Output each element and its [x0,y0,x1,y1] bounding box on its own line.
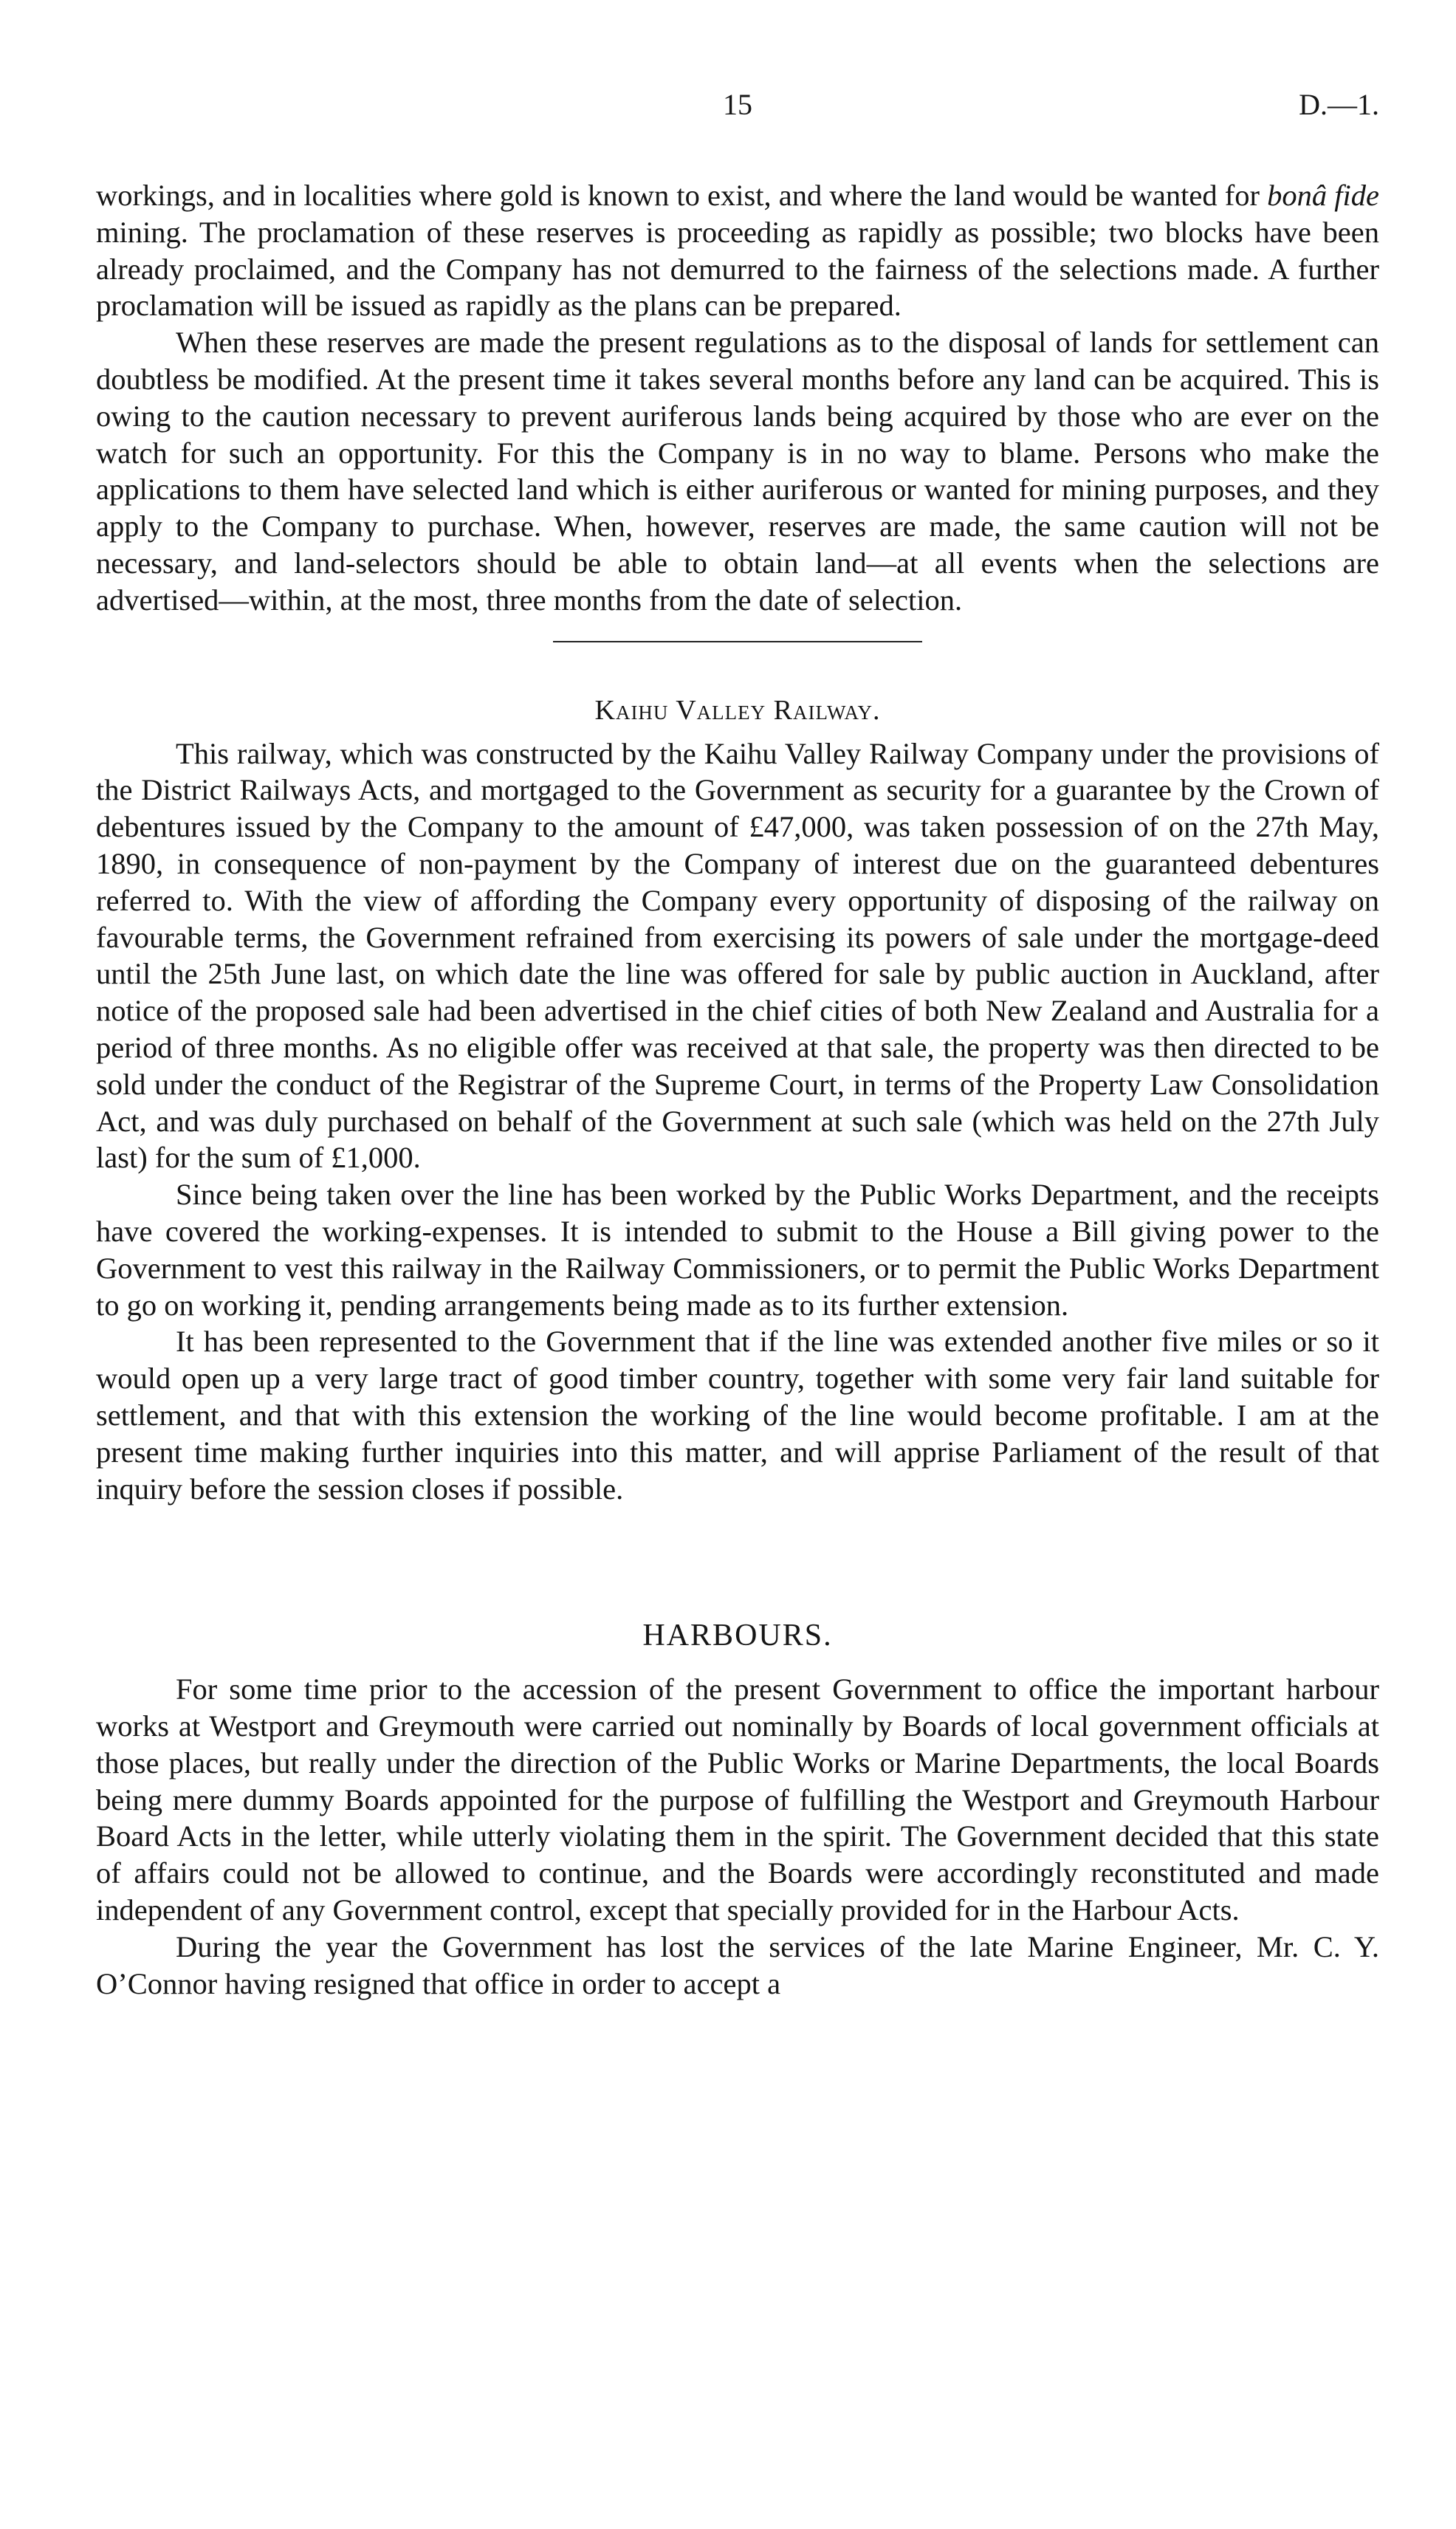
paragraph-reserves: When these reserves are made the present regulations as to the disposal of lands for settlement can doubtless be modified. At the present time it takes several months before any land can be acquired. This is owing to the caution necessary to prevent auriferous lands being acquired by those who are ever on the watch for such an opportunity. For this the Company is in no way to blame. Persons who make the applications to them have selected land which is either auriferous or wanted for mining purposes, and they apply to the Company to purchase. When, however, reserves are made, the same caution will not be necessary, and land-selectors should be able to obtain land—at all events when the selections are advertised—within, at the most, three months from the date of selection. [96,326,1379,617]
body-text [96,177,1379,2002]
paragraph-kaihu-1: This railway, which was constructed by the Kaihu Valley Railway Company under the provisions of the District Railways Acts, and mortgaged to the Government as security for a guarantee by the Crown of debentures issued by the Company to the amount of £47,000, was taken possession of on the 27th May, 1890, in consequence of non-payment by the Company of interest due on the guaranteed debentures referred to. With the view of affording the Company every opportunity of disposing of the railway on favourable terms, the Government refrained from exercising its powers of sale under the mortgage-deed until the 25th June last, on which date the line was offered for sale by public auction in Auckland, after notice of the proposed sale had been advertised in the chief cities of both New Zealand and Australia for a period of three months. As no eligible offer was received at that sale, the property was then directed to be sold under the conduct of the Registrar of the Supreme Court, in terms of the Property Law Consolidation Act, and was duly purchased on behalf of the Government at such sale (which was held on the 27th July last) for the sum of £1,000. [96,736,1379,1175]
page-number: 15 [723,88,752,121]
document-reference: D.—1. [1299,88,1379,121]
paragraph-harbours-2: During the year the Government has lost the services of the late Marine Engineer, Mr. C. Y. O’Connor having resigned that office in order to accept a [96,1929,1379,2000]
section-divider [553,641,922,642]
section-heading-kaihu: Kaihu Valley Railway. [594,694,881,726]
paragraph-kaihu-3: It has been represented to the Government that if the line was extended another five miles or so it would open up a very large tract of good timber country, together with some very fair land suitable for settlement, and that with this extension the working of the line would become profitable. I am at the present time making further inquiries into this matter, and will apprise Parliament of the result of that inquiry before the session closes if possible. [96,1325,1379,1506]
paragraph-harbours-1: For some time prior to the accession of the present Government to office the important harbour works at Westport and Greymouth were carried out nominally by Boards of local government officials at those places, but really under the direction of the Public Works or Marine Departments, the local Boards being mere dummy Boards appointed for the purpose of fulfilling the Westport and Greymouth Harbour Board Acts in the letter, while utterly violating them in the spirit. The Government decided that this state of affairs could not be allowed to continue, and the Boards were accordingly reconstituted and made independent of any Government control, except that specially provided for in the Harbour Acts. [96,1672,1379,1927]
paragraph-text: workings, and in localities where gold is known to exist, and where the land would be wanted for [96,179,1268,212]
section-heading-harbours: HARBOURS. [642,1619,833,1653]
paragraph-text: mining. The proclamation of these reserves is proceeding as rapidly as possible; two blocks have been already proclaimed, and the Company has not demurred to the fairness of the selections made. A further proclamation will be issued as rapidly as the plans can be prepared. [96,215,1379,323]
italic-phrase: bonâ fide [1267,179,1379,212]
paragraph-kaihu-2: Since being taken over the line has been worked by the Public Works Department, and the receipts have covered the working-expenses. It is intended to submit to the House a Bill giving power to the Government to vest this railway in the Railway Commissioners, or to permit the Public Works Department to go on working it, pending arrangements being made as to its further extension. [96,1178,1379,1322]
document-page [96,87,1379,2002]
page-header [96,87,1379,131]
paragraph-continued [96,177,1379,324]
